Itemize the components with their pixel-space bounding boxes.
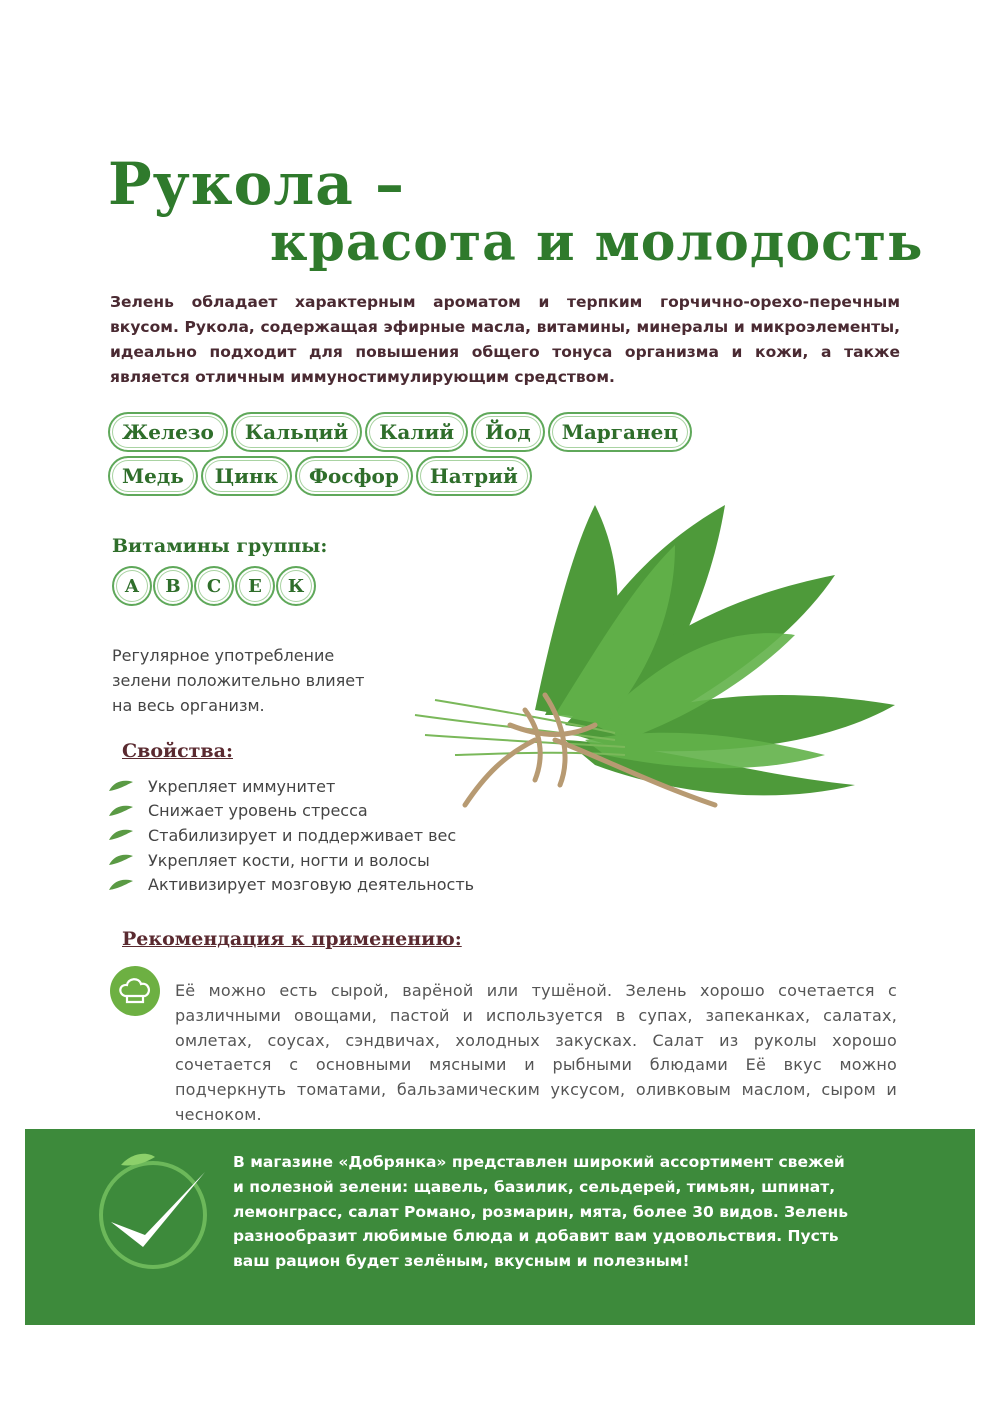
list-item (108, 799, 474, 824)
page-title-line2: красота и молодость (270, 212, 924, 273)
mineral-pill: Фосфор (295, 456, 413, 496)
property-text: Укрепляет кости, ногти и волосы (148, 850, 430, 870)
list-item (108, 774, 474, 799)
vitamin-badge: С (194, 566, 234, 606)
vitamin-badge: Е (235, 566, 275, 606)
mineral-pill: Натрий (416, 456, 532, 496)
vitamin-badge: К (276, 566, 316, 606)
chef-hat-icon (110, 966, 160, 1016)
leaf-icon (108, 878, 134, 892)
mineral-pill: Марганец (548, 412, 692, 452)
banner-text: В магазине «Добрянка» представлен широкий ассортимент свежей и полезной зелени: щавель, базилик, сельдерей, тимьян, шпинат, лемонграсс, салат Романо, розмарин, мята, более 30 видов. Зелень разнообразит любимые блюда и добавит вам удовольствия. Пусть ваш рацион будет зелёным, вкусным и полезным! (233, 1153, 849, 1271)
mineral-pill: Кальций (231, 412, 362, 452)
list-item (108, 823, 474, 848)
page-title-line1: Рукола – (108, 150, 405, 218)
property-text: Активизирует мозговую деятельность (148, 875, 475, 895)
leaf-icon (108, 828, 134, 842)
checkmark-icon (93, 1147, 223, 1277)
property-text: Снижает уровень стресса (148, 801, 368, 821)
mineral-pill: Цинк (201, 456, 292, 496)
leaf-icon (108, 779, 134, 793)
mineral-pill: Калий (365, 412, 468, 452)
list-item (108, 848, 474, 873)
recommendation-text: Её можно есть сырой, варёной или тушёной. Зелень хорошо сочетается с различными овощами, пастой и используется в супах, запеканках, салатах, омлетах, соусах, сэндвичах, холодных закусках. Салат из руколы хорошо сочетается с основными мясными и рыбными блюдами Её вкус можно подчеркнуть томатами, бальзамическим уксусом, оливковым маслом, сыром и чесноком. (175, 981, 897, 1124)
mineral-pill: Медь (108, 456, 198, 496)
properties-title: Свойства: (122, 740, 233, 762)
vitamin-badge: А (112, 566, 152, 606)
property-text: Укрепляет иммунитет (148, 776, 336, 796)
leaf-icon (108, 804, 134, 818)
regular-use-text: Регулярное употребление зелени положительно влияет на весь организм. (112, 646, 365, 715)
vitamin-badge: В (153, 566, 193, 606)
mineral-pill: Йод (471, 412, 545, 452)
mineral-pill: Железо (108, 412, 228, 452)
properties-list (108, 774, 474, 897)
minerals-row-1 (108, 412, 679, 452)
intro-paragraph: Зелень обладает характерным ароматом и терпким горчично-орехо-перечным вкусом. Рукола, содержащая эфирные масла, витамины, минералы и микроэлементы, идеально подходит для повышения общего тонуса организма и кожи, а также является отличным иммуностимулирующим средством. (110, 293, 900, 386)
property-text: Стабилизирует и поддерживает вес (148, 825, 457, 845)
recommendation-title: Рекомендация к применению: (122, 928, 462, 950)
vitamins-list (112, 566, 317, 606)
list-item (108, 872, 474, 897)
store-banner (25, 1129, 975, 1325)
vitamins-title: Витамины группы: (112, 535, 328, 557)
leaf-icon (108, 853, 134, 867)
